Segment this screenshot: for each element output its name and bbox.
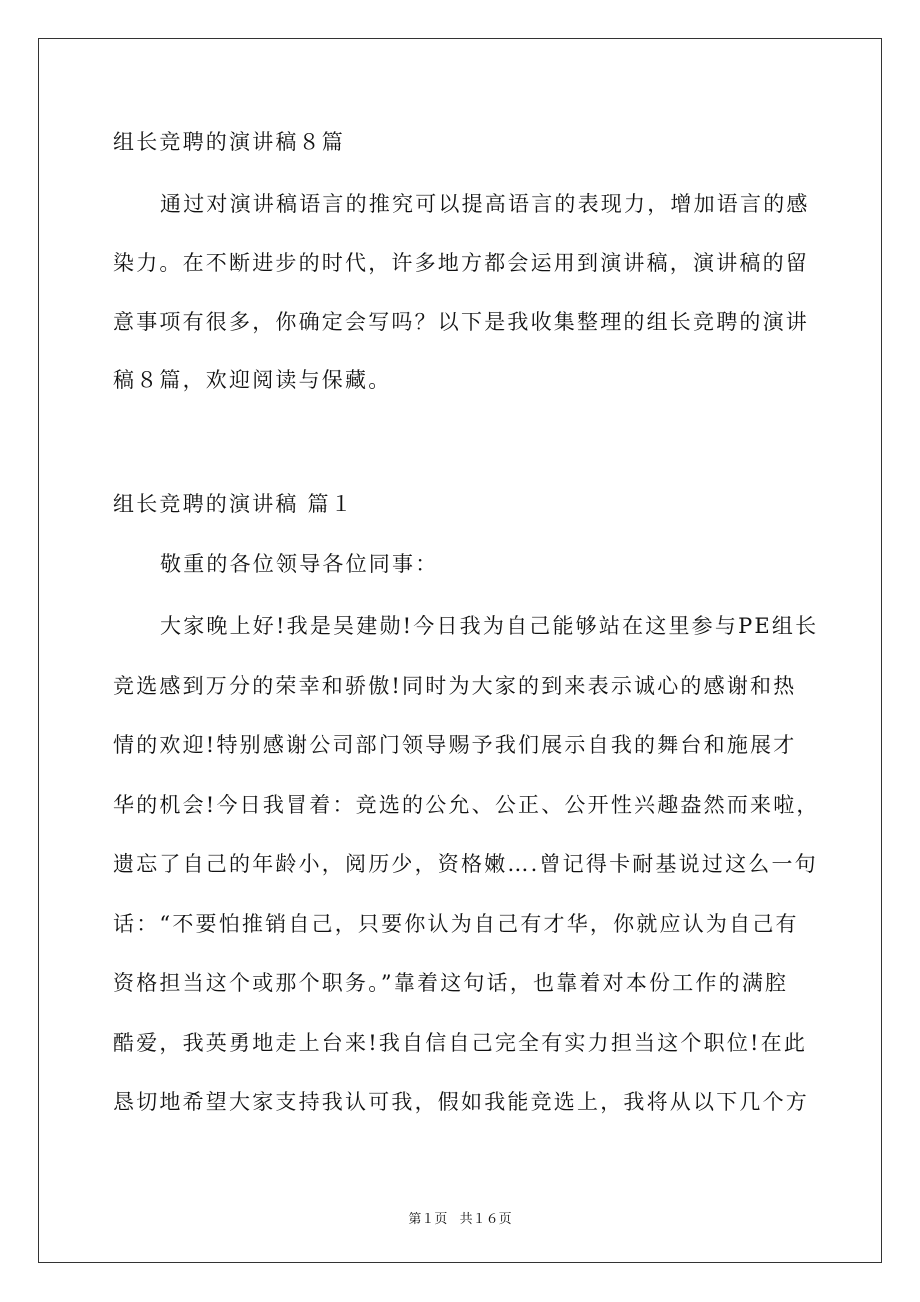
intro-line: 染力。在不断进步的时代，许多地方都会运用到演讲稿，演讲稿的留 bbox=[113, 251, 809, 275]
body-line: 恳切地希望大家支持我认可我，假如我能竞选上，我将从以下几个方 bbox=[113, 1090, 809, 1114]
body-line: 大家晚上好!我是吴建勋!今日我为自己能够站在这里参与PE组长 bbox=[160, 614, 819, 638]
page-border bbox=[38, 38, 882, 1263]
intro-line: 通过对演讲稿语言的推究可以提高语言的表现力，增加语言的感 bbox=[160, 192, 810, 216]
body-line: 遗忘了自己的年龄小，阅历少，资格嫩….曾记得卡耐基说过这么一句 bbox=[113, 852, 818, 876]
salutation: 敬重的各位领导各位同事： bbox=[160, 552, 439, 576]
page-number: 第１页 bbox=[408, 1212, 448, 1227]
body-line: 竞选感到万分的荣幸和骄傲!同时为大家的到来表示诚心的感谢和热 bbox=[113, 674, 797, 698]
intro-line: 稿８篇，欢迎阅读与保藏。 bbox=[113, 368, 392, 392]
intro-line: 意事项有很多，你确定会写吗？以下是我收集整理的组长竞聘的演讲 bbox=[113, 310, 809, 334]
body-line: 话：“不要怕推销自己，只要你认为自己有才华，你就应认为自己有 bbox=[113, 912, 799, 936]
page-footer bbox=[0, 1208, 920, 1227]
body-line: 华的机会!今日我冒着：竞选的公允、公正、公开性兴趣盎然而来啦， bbox=[113, 793, 820, 817]
body-line: 酷爱，我英勇地走上台来!我自信自己完全有实力担当这个职位!在此 bbox=[113, 1031, 808, 1055]
page-total: 共１６页 bbox=[459, 1212, 512, 1227]
document-title: 组长竞聘的演讲稿８篇 bbox=[113, 130, 345, 154]
section-title: 组长竞聘的演讲稿 篇１ bbox=[113, 492, 354, 516]
body-line: 资格担当这个或那个职务。”靠着这句话，也靠着对本份工作的满腔 bbox=[113, 971, 789, 995]
body-line: 情的欢迎!特别感谢公司部门领导赐予我们展示自我的舞台和施展才 bbox=[113, 733, 797, 757]
